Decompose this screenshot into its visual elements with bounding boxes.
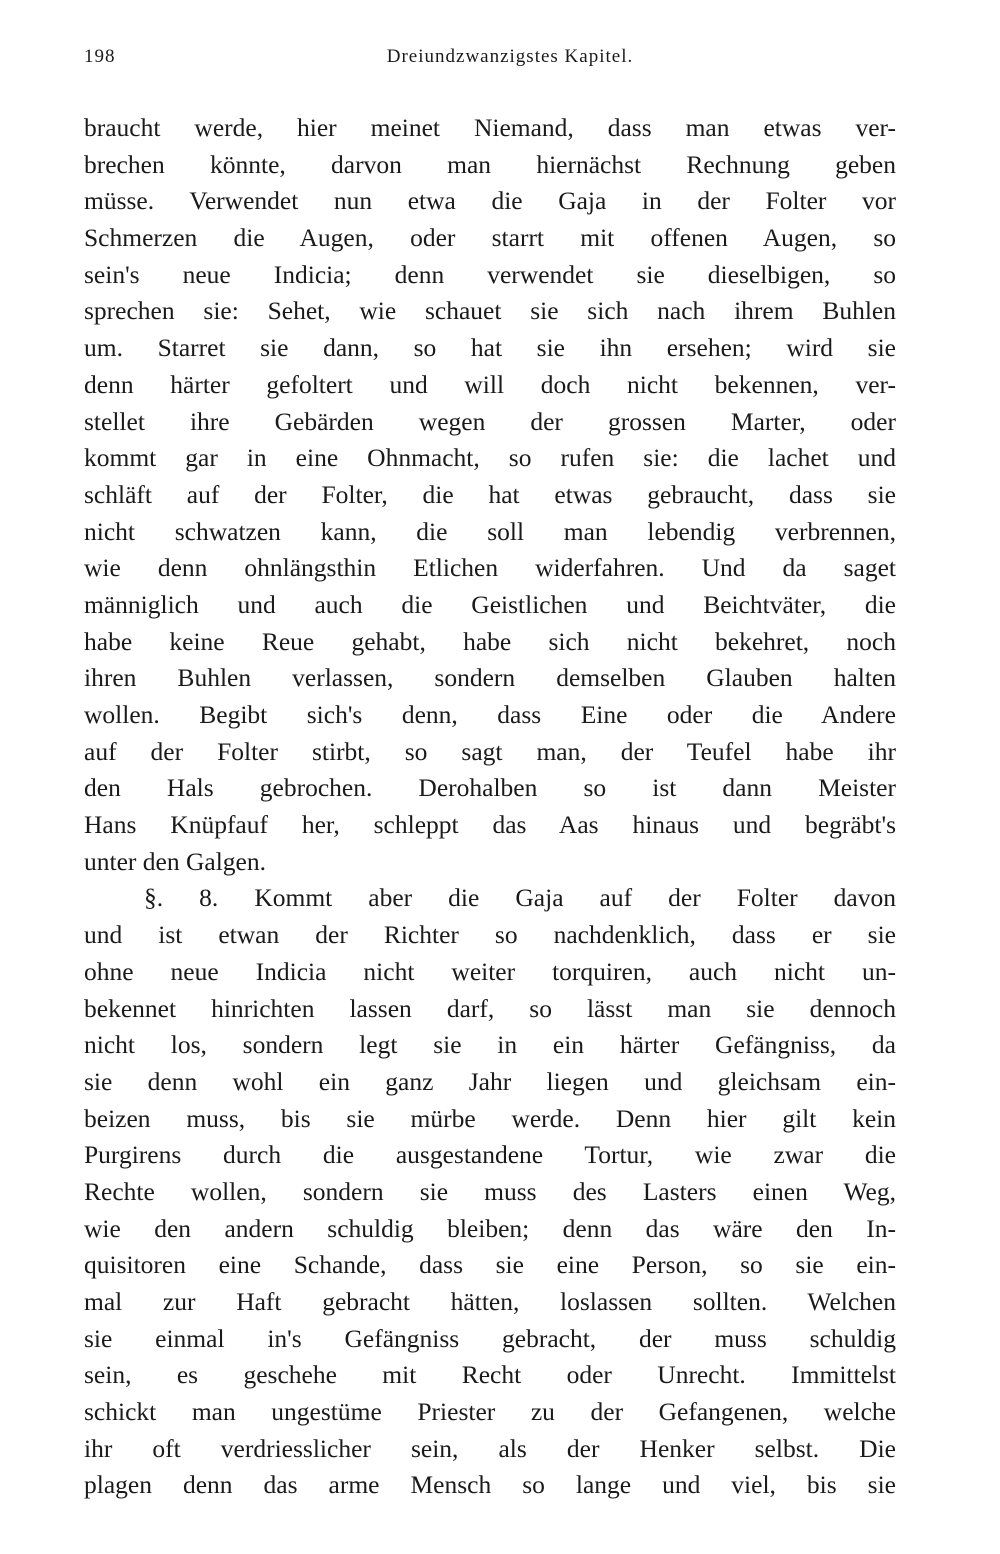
text-line: wie den andern schuldig bleiben; denn das wäre den In-	[84, 1213, 896, 1243]
text-line: bekennet hinrichten lassen darf, so lässt man sie dennoch	[84, 993, 896, 1023]
text-line: sprechen sie: Sehet, wie schauet sie sich nach ihrem Buhlen	[84, 296, 896, 326]
text-line: männiglich und auch die Geistlichen und Beichtväter, die	[84, 589, 896, 619]
text-line: schickt man ungestüme Priester zu der Gefangenen, welche	[84, 1397, 896, 1427]
page-number: 198	[84, 46, 116, 67]
text-line: quisitoren eine Schande, dass sie eine Person, so sie ein-	[84, 1250, 896, 1280]
text-line: Hans Knüpfauf her, schleppt das Aas hinaus und begräbt's	[84, 810, 896, 840]
text-line: nicht schwatzen kann, die soll man lebendig verbrennen,	[84, 516, 896, 546]
text-line: Purgirens durch die ausgestandene Tortur, wie zwar die	[84, 1140, 896, 1170]
body-text	[84, 110, 896, 1504]
text-line: wollen. Begibt sich's denn, dass Eine oder die Andere	[84, 700, 896, 729]
text-line: plagen denn das arme Mensch so lange und viel, bis sie	[84, 1470, 896, 1500]
text-line: nicht los, sondern legt sie in ein härter Gefängniss, da	[84, 1030, 896, 1060]
text-line: Rechte wollen, sondern sie muss des Lasters einen Weg,	[84, 1176, 896, 1206]
text-line: beizen muss, bis sie mürbe werde. Denn hier gilt kein	[84, 1103, 896, 1133]
text-line: um. Starret sie dann, so hat sie ihn ersehen; wird sie	[84, 333, 896, 363]
text-line: habe keine Reue gehabt, habe sich nicht bekehret, noch	[84, 626, 896, 656]
text-line: auf der Folter stirbt, so sagt man, der Teufel habe ihr	[84, 736, 896, 766]
text-line: sie einmal in's Gefängniss gebracht, der muss schuldig	[84, 1323, 896, 1353]
text-line: ohne neue Indicia nicht weiter torquiren, auch nicht un-	[84, 956, 896, 986]
text-line: stellet ihre Gebärden wegen der grossen Marter, oder	[84, 406, 896, 436]
text-line: schläft auf der Folter, die hat etwas gebraucht, dass sie	[84, 479, 896, 509]
running-head	[84, 46, 896, 76]
text-line: sein's neue Indicia; denn verwendet sie dieselbigen, so	[84, 259, 896, 289]
paragraph-end-line: unter den Galgen.	[84, 846, 266, 876]
text-line: ihr oft verdriesslicher sein, als der Henker selbst. Die	[84, 1433, 896, 1463]
section-start-line: §. 8. Kommt aber die Gaja auf der Folter davon	[144, 883, 896, 913]
text-line: sein, es geschehe mit Recht oder Unrecht. Immittelst	[84, 1360, 896, 1390]
text-line: wie denn ohnlängsthin Etlichen widerfahren. Und da saget	[84, 553, 896, 583]
text-line: sie denn wohl ein ganz Jahr liegen und gleichsam ein-	[84, 1066, 896, 1096]
text-line: Schmerzen die Augen, oder starrt mit offenen Augen, so	[84, 223, 896, 253]
text-line: denn härter gefoltert und will doch nicht bekennen, ver-	[84, 369, 896, 399]
text-line: mal zur Haft gebracht hätten, loslassen sollten. Welchen	[84, 1287, 896, 1316]
text-line: den Hals gebrochen. Derohalben so ist dann Meister	[84, 773, 896, 803]
text-line: braucht werde, hier meinet Niemand, dass man etwas ver-	[84, 113, 896, 142]
text-line: müsse. Verwendet nun etwa die Gaja in der Folter vor	[84, 186, 896, 216]
text-line: kommt gar in eine Ohnmacht, so rufen sie: die lachet und	[84, 443, 896, 473]
text-line: ihren Buhlen verlassen, sondern demselben Glauben halten	[84, 663, 896, 693]
text-line: brechen könnte, darvon man hiernächst Rechnung geben	[84, 149, 896, 179]
text-line: und ist etwan der Richter so nachdenklich, dass er sie	[84, 920, 896, 950]
chapter-title: Dreiundzwanzigstes Kapitel.	[386, 46, 634, 67]
